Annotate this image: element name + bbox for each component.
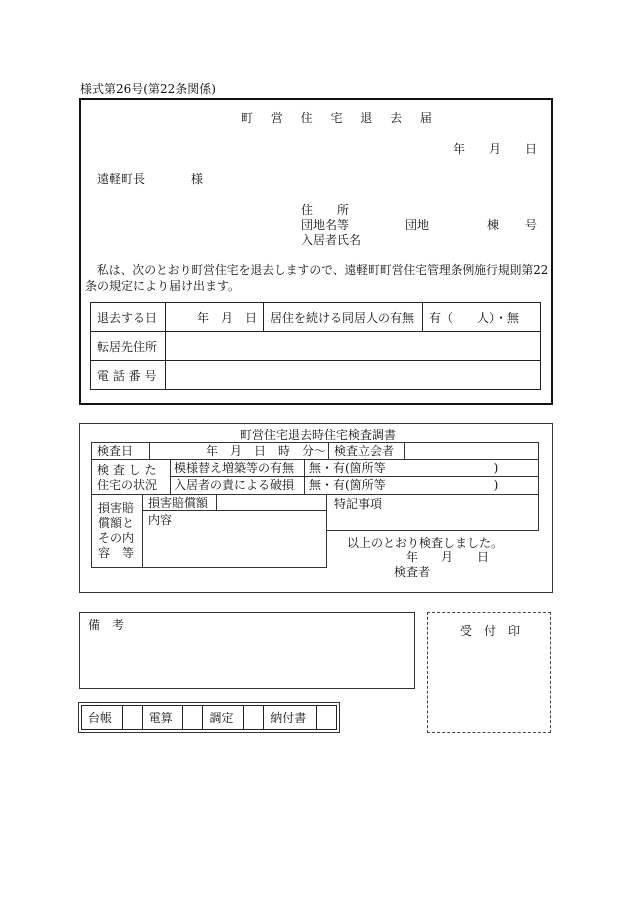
ledger-item-label: 調定 — [203, 706, 244, 730]
attendee-label: 検査立会者 — [334, 444, 395, 458]
inspection-date-label: 検査日 — [97, 444, 134, 458]
ledger-stamps — [78, 702, 340, 733]
ledger-stamp-cell[interactable] — [122, 706, 142, 730]
ledger-stamp-cell[interactable] — [244, 706, 264, 730]
ledger-item-label: 電算 — [142, 706, 183, 730]
state-label-line-1: 検 査 し た — [97, 463, 157, 477]
damage-label: 入居者の責による破損 — [174, 478, 295, 492]
receipt-stamp-box — [427, 612, 551, 733]
compensation-amount-label: 損害賠償額 — [148, 496, 209, 510]
special-remarks-label: 特記事項 — [334, 497, 383, 511]
ledger-stamp-cell[interactable] — [316, 706, 336, 730]
applicant-unit-suffix: 号 — [525, 218, 538, 232]
applicant-estate-suffix: 団地 — [405, 218, 430, 232]
inspector-label: 検査者 — [394, 565, 431, 579]
notice-date-month: 月 — [489, 142, 502, 156]
statement-line-2: 条の規定により届け出ます。 — [85, 279, 241, 293]
notice-title: 町 営 住 宅 退 去 届 — [241, 111, 439, 125]
applicant-name-label: 入居者氏名 — [301, 233, 362, 247]
notice-table — [90, 302, 541, 390]
statement-line-1: 私は、次のとおり町営住宅を退去しますので、遠軽町町営住宅管理条例施行規則第22 — [97, 263, 549, 277]
phone-value[interactable] — [166, 361, 541, 390]
inspection-confirmation: 以上のとおり検査しました。 — [347, 536, 504, 550]
receipt-stamp-label: 受 付 印 — [460, 624, 521, 638]
housing-state-block — [91, 460, 539, 495]
inspection-record — [79, 423, 553, 593]
compensation-label: 損害賠 償額と その内 容 等 — [98, 501, 135, 560]
inspection-date-row — [91, 442, 539, 460]
compensation-block — [91, 495, 327, 568]
new-address-label: 転居先住所 — [91, 332, 166, 361]
phone-label: 電 話 番 号 — [91, 361, 166, 390]
special-remarks-box[interactable] — [327, 495, 539, 531]
notes-box[interactable] — [79, 612, 415, 689]
cohabitant-label: 居住を続ける同居人の有無 — [264, 303, 423, 332]
confirm-date-day: 日 — [477, 550, 490, 564]
moveout-date-value[interactable]: 年 月 日 — [166, 303, 264, 332]
addressee-name: 遠軽町長 — [97, 172, 146, 186]
ledger-stamp-cell[interactable] — [183, 706, 203, 730]
applicant-address-label: 住 所 — [301, 203, 350, 217]
inspection-title: 町営住宅退去時住宅検査調書 — [240, 428, 397, 442]
notice-date-day: 日 — [525, 142, 538, 156]
form-number: 様式第26号(第22条関係) — [80, 82, 216, 96]
notice-date-year: 年 — [453, 142, 466, 156]
alteration-value[interactable]: 無・有(箇所等 ) — [309, 461, 499, 475]
state-label-line-2: 住宅の状況 — [97, 478, 158, 492]
addressee-honorific: 様 — [191, 172, 204, 186]
inspection-date-value[interactable]: 年 月 日 時 分～ — [206, 444, 327, 458]
compensation-content-label: 内容 — [148, 513, 173, 527]
applicant-estate-label: 団地名等 — [301, 218, 350, 232]
new-address-value[interactable] — [166, 332, 541, 361]
ledger-item-label: 納付書 — [264, 706, 317, 730]
notes-label: 備 考 — [88, 618, 125, 632]
cohabitant-value[interactable]: 有（ 人）・無 — [423, 303, 541, 332]
damage-value[interactable]: 無・有(箇所等 ) — [309, 478, 499, 492]
confirm-date-month: 月 — [441, 550, 454, 564]
moveout-date-label: 退去する日 — [91, 303, 166, 332]
ledger-item-label: 台帳 — [82, 706, 123, 730]
applicant-building-suffix: 棟 — [487, 218, 500, 232]
alteration-label: 模様替え増築等の有無 — [174, 461, 295, 475]
confirm-date-year: 年 — [406, 550, 419, 564]
move-out-notice — [79, 98, 553, 405]
